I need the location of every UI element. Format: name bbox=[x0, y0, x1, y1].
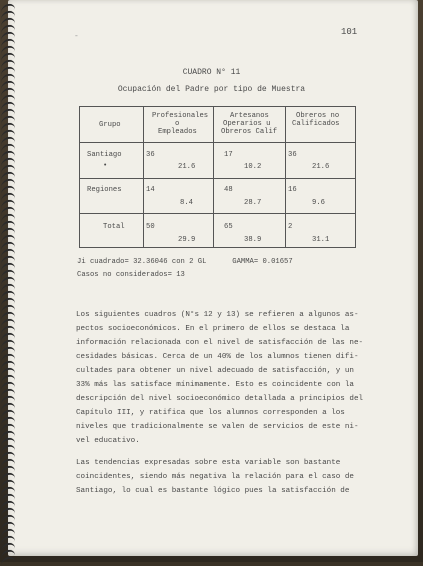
header-obreros-line2: Calificados bbox=[292, 120, 340, 128]
cell-percent: 29.9 bbox=[178, 236, 196, 244]
paragraph-line: vel educativo. bbox=[76, 437, 140, 445]
table-border-left bbox=[79, 106, 80, 248]
cell-percent: 38.9 bbox=[244, 236, 262, 244]
cell-percent: 28.7 bbox=[244, 199, 262, 207]
data-table bbox=[79, 106, 356, 248]
paragraph-line: descripción del nivel socioeconómico detallada a principios del bbox=[76, 395, 364, 403]
stats-excluded-cases: Casos no considerados= 13 bbox=[77, 271, 185, 279]
table-title: CUADRO N° 11 bbox=[182, 68, 241, 77]
paragraph-line: pectos socioeconómicos. En el primero de ellos se destaca la bbox=[76, 325, 350, 333]
stats-chi-square: Ji cuadrado= 32.36046 con 2 GL GAMMA= 0.01657 bbox=[77, 258, 293, 266]
paragraph-line: cesidades básicas. Cerca de un 40% de los alumnos tienen difi- bbox=[76, 353, 359, 361]
table-border-bottom bbox=[79, 247, 356, 248]
paragraph-line: 33% más las satisface mínimamente. Esto es coincidente con la bbox=[76, 381, 354, 389]
cell-count: 14 bbox=[146, 186, 155, 194]
cell-percent: 31.1 bbox=[312, 236, 330, 244]
column-divider bbox=[213, 106, 214, 248]
header-profesionales-line1: Profesionales bbox=[152, 112, 209, 120]
paragraph-line: Los siguientes cuadros (N°s 12 y 13) se refieren a algunos as- bbox=[76, 311, 359, 319]
header-artesanos-line3: Obreros Calif bbox=[221, 128, 278, 136]
header-divider bbox=[79, 142, 356, 143]
header-grupo: Grupo bbox=[99, 121, 121, 129]
paragraph-line: Santiago, lo cual es bastante lógico pues la satisfacción de bbox=[76, 487, 350, 495]
column-divider bbox=[285, 106, 286, 248]
table-subtitle: Ocupación del Padre por tipo de Muestra bbox=[117, 85, 306, 94]
stray-mark: - bbox=[74, 32, 79, 41]
row-label-santiago: Santiago bbox=[87, 151, 122, 159]
row-label-total: Total bbox=[103, 223, 125, 231]
cell-count: 36 bbox=[146, 151, 155, 159]
row-label-regiones: Regiones bbox=[87, 186, 122, 194]
paragraph-line: Capítulo III, y ratifica que los alumnos corresponden a los bbox=[76, 409, 345, 417]
cell-count: 48 bbox=[224, 186, 233, 194]
header-artesanos-line1: Artesanos bbox=[230, 112, 269, 120]
cell-percent: 21.6 bbox=[312, 163, 330, 171]
header-profesionales-line2: o bbox=[175, 120, 180, 128]
row-divider bbox=[79, 178, 356, 179]
paragraph-line: cultades para obtener un nivel adecuado de satisfacción, y un bbox=[76, 367, 354, 375]
cell-count: 2 bbox=[288, 223, 293, 231]
table-border-top bbox=[79, 106, 356, 107]
paragraph-line: Las tendencias expresadas sobre esta variable son bastante bbox=[76, 459, 341, 467]
paragraph-line: niveles que tradicionalmente se valen de servicios de este ni- bbox=[76, 423, 359, 431]
row-divider bbox=[79, 213, 356, 214]
column-divider bbox=[143, 106, 144, 248]
header-profesionales-line3: Empleados bbox=[158, 128, 197, 136]
row-marker: • bbox=[103, 162, 108, 170]
cell-percent: 9.6 bbox=[312, 199, 325, 207]
cell-percent: 21.6 bbox=[178, 163, 196, 171]
paragraph-line: información relacionada con el nivel de satisfacción de las ne- bbox=[76, 339, 364, 347]
cell-count: 65 bbox=[224, 223, 233, 231]
cell-count: 50 bbox=[146, 223, 155, 231]
cell-count: 36 bbox=[288, 151, 297, 159]
paragraph-line: coincidentes, siendo más negativa la relación para el caso de bbox=[76, 473, 354, 481]
table-border-right bbox=[355, 106, 356, 248]
header-obreros-line1: Obreros no bbox=[296, 112, 340, 120]
cell-percent: 10.2 bbox=[244, 163, 262, 171]
cell-count: 17 bbox=[224, 151, 233, 159]
header-artesanos-line2: Operarios u bbox=[223, 120, 271, 128]
page-number: 101 bbox=[341, 27, 358, 37]
cell-count: 16 bbox=[288, 186, 297, 194]
cell-percent: 8.4 bbox=[180, 199, 193, 207]
